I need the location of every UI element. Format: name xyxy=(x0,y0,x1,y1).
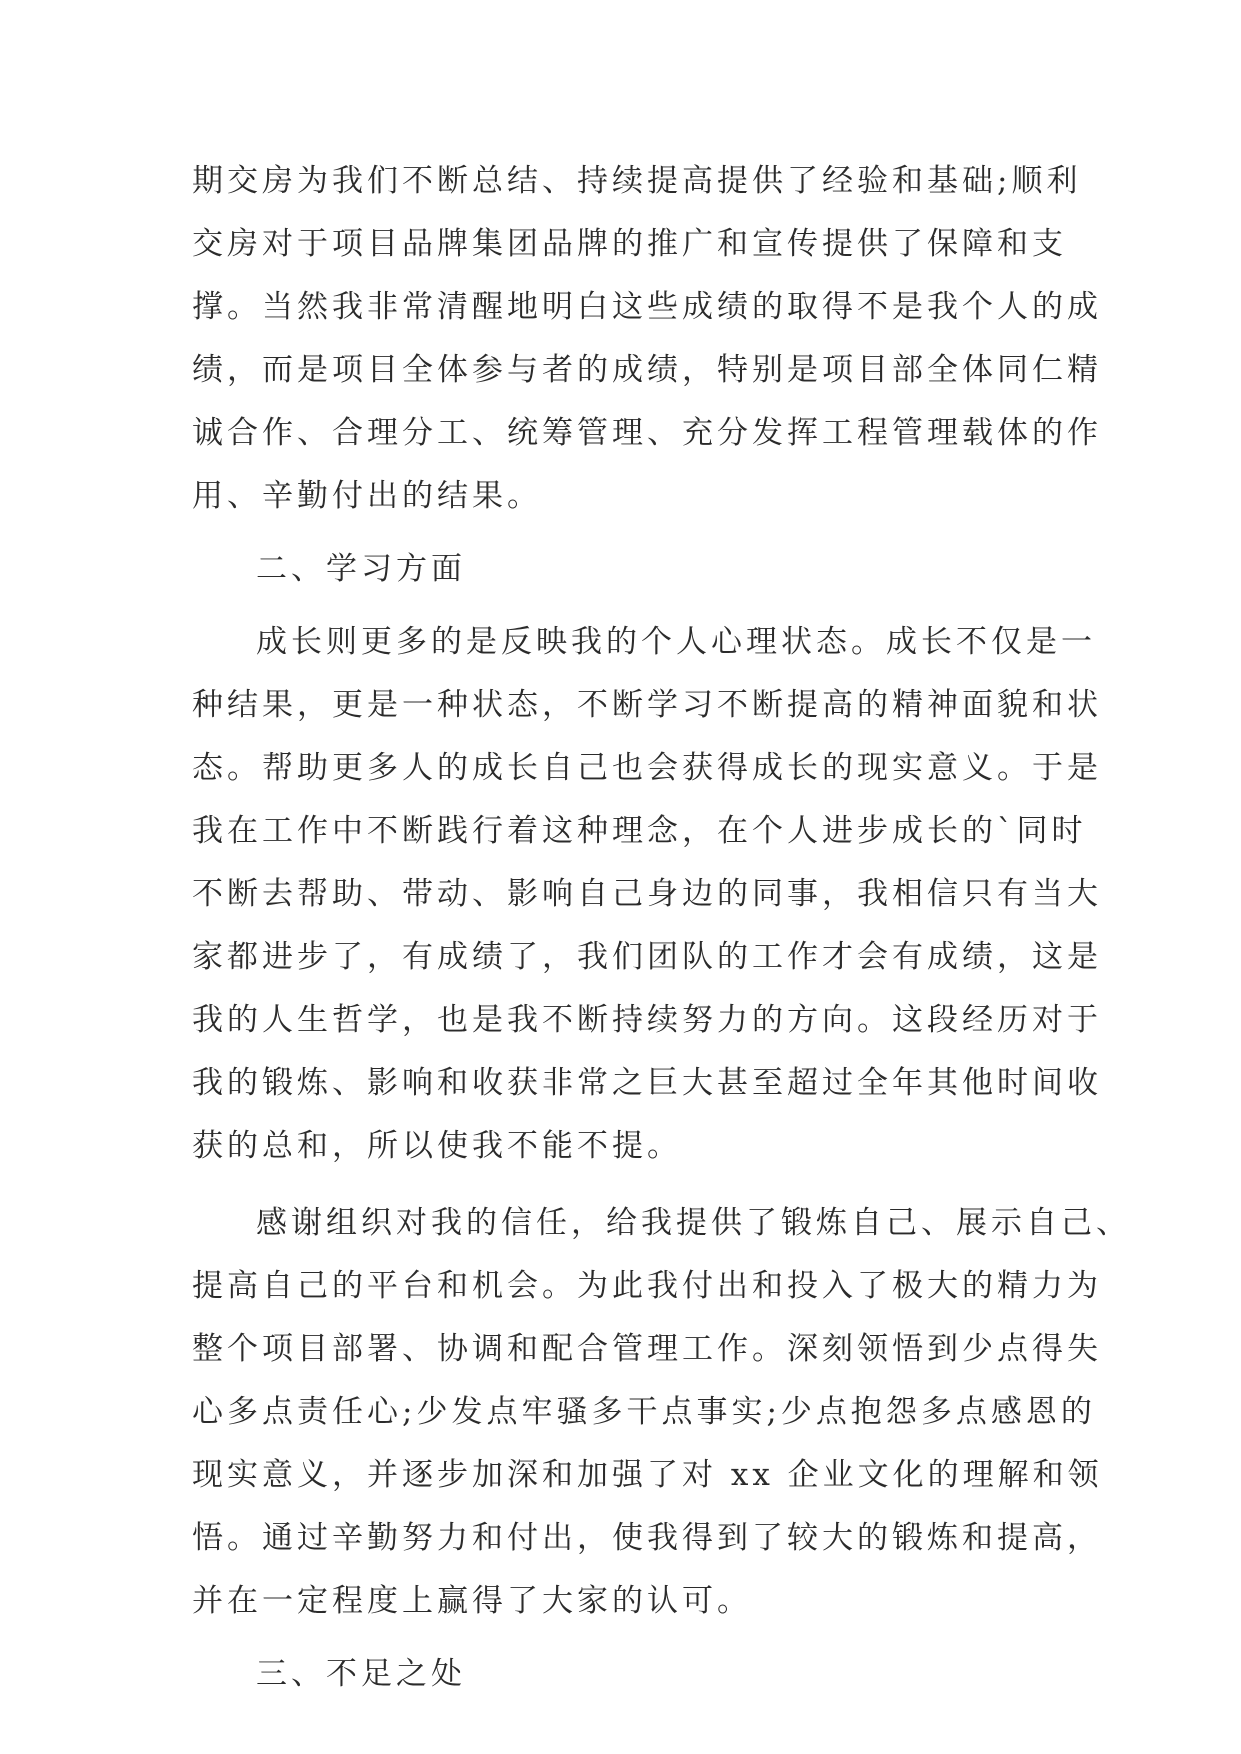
text-line: 撑。当然我非常清醒地明白这些成绩的取得不是我个人的成 xyxy=(192,289,1102,325)
text-line: 并在一定程度上赢得了大家的认可。 xyxy=(192,1583,752,1619)
text-line: 感谢组织对我的信任，给我提供了锻炼自己、展示自己、 xyxy=(256,1205,1131,1241)
text-line: 态。帮助更多人的成长自己也会获得成长的现实意义。于是 xyxy=(192,750,1102,786)
text-line: 我在工作中不断践行着这种理念，在个人进步成长的`同时 xyxy=(192,813,1087,849)
paragraph-gratitude xyxy=(192,1192,1131,1633)
text-line: 整个项目部署、协调和配合管理工作。深刻领悟到少点得失 xyxy=(192,1331,1102,1367)
text-line: 我的锻炼、影响和收获非常之巨大甚至超过全年其他时间收 xyxy=(192,1065,1102,1101)
text-line: 现实意义，并逐步加深和加强了对 xx 企业文化的理解和领 xyxy=(192,1457,1103,1493)
text-line: 交房对于项目品牌集团品牌的推广和宣传提供了保障和支 xyxy=(192,226,1067,262)
paragraph-achievements xyxy=(192,150,1102,528)
paragraph-growth xyxy=(192,611,1102,1178)
section-heading-shortcomings: 三、不足之处 xyxy=(256,1656,466,1692)
text-line: 获的总和，所以使我不能不提。 xyxy=(192,1128,682,1164)
text-line: 期交房为我们不断总结、持续提高提供了经验和基础;顺利 xyxy=(192,163,1082,199)
text-line: 绩，而是项目全体参与者的成绩，特别是项目部全体同仁精 xyxy=(192,352,1102,388)
document-body xyxy=(192,150,1131,1716)
section-heading-learning: 二、学习方面 xyxy=(256,551,466,587)
text-line: 成长则更多的是反映我的个人心理状态。成长不仅是一 xyxy=(256,624,1096,660)
text-line: 我的人生哲学，也是我不断持续努力的方向。这段经历对于 xyxy=(192,1002,1102,1038)
text-line: 不断去帮助、带动、影响自己身边的同事，我相信只有当大 xyxy=(192,876,1102,912)
text-line: 心多点责任心;少发点牢骚多干点事实;少点抱怨多点感恩的 xyxy=(192,1394,1096,1430)
text-line: 悟。通过辛勤努力和付出，使我得到了较大的锻炼和提高， xyxy=(192,1520,1102,1556)
text-line: 种结果，更是一种状态，不断学习不断提高的精神面貌和状 xyxy=(192,687,1102,723)
text-line: 诚合作、合理分工、统筹管理、充分发挥工程管理载体的作 xyxy=(192,415,1102,451)
text-line: 提高自己的平台和机会。为此我付出和投入了极大的精力为 xyxy=(192,1268,1102,1304)
text-line: 家都进步了，有成绩了，我们团队的工作才会有成绩，这是 xyxy=(192,939,1102,975)
text-line: 用、辛勤付出的结果。 xyxy=(192,478,542,514)
